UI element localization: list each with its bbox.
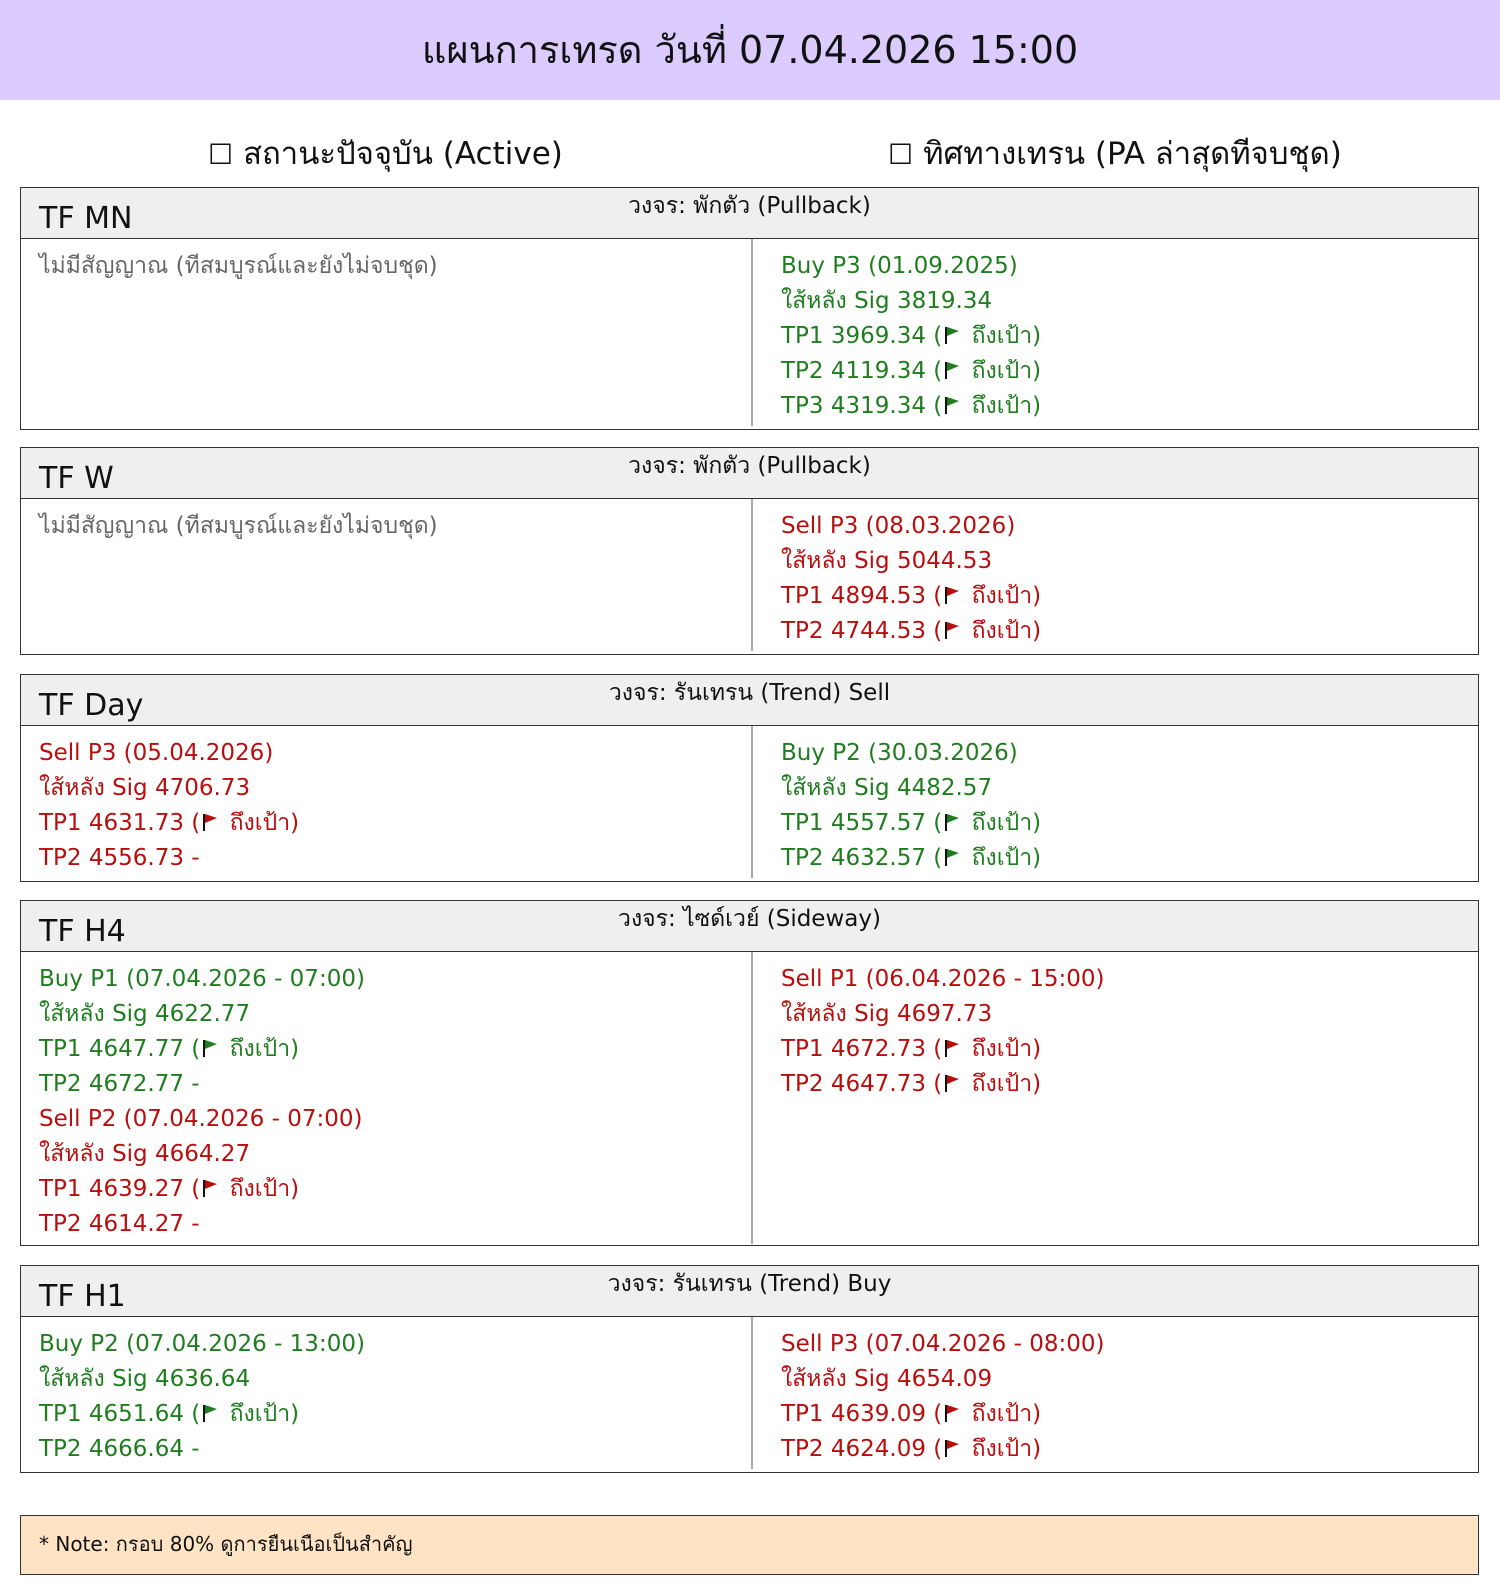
target-status-text: ถึงเป้า) (964, 1071, 1042, 1097)
signal-text: Sell P2 (07.04.2026 - 07:00) (39, 1106, 363, 1132)
signal-line (39, 249, 438, 284)
signal-text: TP2 4632.57 ( (781, 845, 943, 871)
signal-text: TP2 4647.73 ( (781, 1071, 943, 1097)
signal-text: TP2 4614.27 - (39, 1211, 200, 1237)
timeframe-header (21, 188, 1478, 239)
signal-text: TP1 4639.27 ( (39, 1176, 201, 1202)
signal-text: ใส้หลัง Sig 4706.73 (39, 775, 251, 801)
signal-text: TP1 4651.64 ( (39, 1401, 201, 1427)
signal-line (781, 1327, 1105, 1362)
signal-line (781, 544, 1041, 579)
timeframe-name: TF MN (39, 201, 133, 236)
active-status-column (39, 962, 365, 1242)
signal-line (781, 249, 1041, 284)
timeframe-section (20, 187, 1479, 430)
signal-line (781, 997, 1105, 1032)
signal-line (781, 509, 1041, 544)
target-status-text: ถึงเป้า) (222, 1036, 300, 1062)
signal-line (39, 1032, 365, 1067)
target-status-text: ถึงเป้า) (964, 618, 1042, 644)
flag-icon (944, 1439, 960, 1459)
signal-text: ใส้หลัง Sig 4697.73 (781, 1001, 993, 1027)
target-status-text: ถึงเป้า) (964, 1401, 1042, 1427)
flag-icon (944, 586, 960, 606)
active-status-column (39, 249, 438, 284)
signal-text: Buy P3 (01.09.2025) (781, 253, 1018, 279)
active-status-label: สถานะปัจจุบัน (Active) (243, 136, 563, 172)
signal-line (781, 1032, 1105, 1067)
timeframe-section (20, 447, 1479, 655)
timeframe-name: TF H1 (39, 1279, 126, 1314)
signal-text: TP2 4666.64 - (39, 1436, 200, 1462)
target-status-text: ถึงเป้า) (964, 845, 1042, 871)
signal-text: TP1 4647.77 ( (39, 1036, 201, 1062)
cycle-label: วงจร: พักตัว (Pullback) (628, 453, 871, 479)
target-status-text: ถึงเป้า) (964, 358, 1042, 384)
column-divider (751, 239, 753, 426)
signal-line (781, 1362, 1105, 1397)
signal-text: TP2 4624.09 ( (781, 1436, 943, 1462)
column-divider (751, 726, 753, 878)
signal-text: TP1 4557.57 ( (781, 810, 943, 836)
signal-line (781, 579, 1041, 614)
signal-line (39, 841, 299, 876)
signal-text: TP1 3969.34 ( (781, 323, 943, 349)
column-divider (751, 499, 753, 651)
timeframe-name: TF Day (39, 688, 144, 723)
signal-line (781, 771, 1041, 806)
active-status-column (39, 509, 438, 544)
signal-text: ใส้หลัง Sig 5044.53 (781, 548, 993, 574)
signal-text: Buy P2 (07.04.2026 - 13:00) (39, 1331, 365, 1357)
timeframe-header (21, 1266, 1478, 1317)
signal-text: ใส้หลัง Sig 4654.09 (781, 1366, 993, 1392)
signal-line (39, 736, 299, 771)
note-box (20, 1515, 1479, 1575)
column-divider (751, 952, 753, 1244)
trend-direction-column (781, 736, 1041, 876)
signal-text: TP2 4556.73 - (39, 845, 200, 871)
timeframe-name: TF W (39, 461, 114, 496)
active-status-header (208, 128, 563, 178)
signal-line (39, 509, 438, 544)
target-status-text: ถึงเป้า) (964, 323, 1042, 349)
cycle-label: วงจร: รันเทรน (Trend) Buy (607, 1271, 892, 1297)
signal-text: Sell P3 (07.04.2026 - 08:00) (781, 1331, 1105, 1357)
note-text: * Note: กรอบ 80% ดูการยืนเนือเป็นสำคัญ (39, 1532, 413, 1556)
signal-line (781, 389, 1041, 424)
signal-text: TP1 4672.73 ( (781, 1036, 943, 1062)
signal-line (781, 614, 1041, 649)
signal-text: ไม่มีสัญญาณ (ทีสมบูรณ์และยังไม่จบชุด) (39, 253, 438, 279)
signal-text: ใส้หลัง Sig 4664.27 (39, 1141, 251, 1167)
flag-icon (202, 1039, 218, 1059)
active-status-column (39, 736, 299, 876)
trend-direction-header (888, 128, 1342, 178)
signal-text: TP2 4672.77 - (39, 1071, 200, 1097)
signal-text: TP1 4894.53 ( (781, 583, 943, 609)
trend-direction-column (781, 962, 1105, 1102)
signal-line (39, 1207, 365, 1242)
target-status-text: ถึงเป้า) (964, 1036, 1042, 1062)
flag-icon (944, 396, 960, 416)
signal-text: ไม่มีสัญญาณ (ทีสมบูรณ์และยังไม่จบชุด) (39, 513, 438, 539)
page-title: แผนการเทรด วันที่ 07.04.2026 15:00 (421, 28, 1079, 72)
signal-text: TP2 4744.53 ( (781, 618, 943, 644)
target-status-text: ถึงเป้า) (964, 1436, 1042, 1462)
timeframe-section (20, 1265, 1479, 1473)
cycle-label: วงจร: ไซด์เวย์ (Sideway) (618, 906, 881, 932)
signal-line (781, 806, 1041, 841)
trend-direction-column (781, 509, 1041, 649)
signal-line (39, 1397, 365, 1432)
flag-icon (202, 1179, 218, 1199)
target-status-text: ถึงเป้า) (222, 810, 300, 836)
signal-line (39, 1362, 365, 1397)
column-headers (0, 128, 1500, 178)
target-status-text: ถึงเป้า) (964, 810, 1042, 836)
signal-text: ใส้หลัง Sig 4636.64 (39, 1366, 251, 1392)
trend-direction-label: ทิศทางเทรน (PA ล่าสุดทีจบชุด) (923, 136, 1342, 172)
signal-line (781, 354, 1041, 389)
timeframe-section (20, 900, 1479, 1246)
signal-line (781, 1067, 1105, 1102)
signal-text: Sell P3 (08.03.2026) (781, 513, 1016, 539)
column-divider (751, 1317, 753, 1469)
signal-text: ใส้หลัง Sig 4482.57 (781, 775, 993, 801)
signal-text: TP1 4631.73 ( (39, 810, 201, 836)
timeframe-header (21, 675, 1478, 726)
target-status-text: ถึงเป้า) (222, 1176, 300, 1202)
signal-text: Buy P1 (07.04.2026 - 07:00) (39, 966, 365, 992)
flag-icon (944, 848, 960, 868)
signal-text: ใส้หลัง Sig 3819.34 (781, 288, 993, 314)
signal-text: Buy P2 (30.03.2026) (781, 740, 1018, 766)
flag-icon (944, 326, 960, 346)
timeframe-header (21, 901, 1478, 952)
timeframe-header (21, 448, 1478, 499)
title-bar (0, 0, 1500, 100)
timeframe-name: TF H4 (39, 914, 126, 949)
active-status-column (39, 1327, 365, 1467)
checkbox-icon[interactable]: ☐ (888, 138, 914, 171)
signal-line (39, 997, 365, 1032)
signal-line (39, 1137, 365, 1172)
target-status-text: ถึงเป้า) (964, 393, 1042, 419)
target-status-text: ถึงเป้า) (222, 1401, 300, 1427)
signal-line (781, 284, 1041, 319)
flag-icon (944, 361, 960, 381)
signal-line (781, 1432, 1105, 1467)
signal-text: TP3 4319.34 ( (781, 393, 943, 419)
signal-line (781, 319, 1041, 354)
flag-icon (202, 1404, 218, 1424)
trend-direction-column (781, 249, 1041, 424)
signal-line (39, 1432, 365, 1467)
flag-icon (944, 813, 960, 833)
signal-line (39, 1327, 365, 1362)
signal-line (39, 806, 299, 841)
signal-line (781, 841, 1041, 876)
timeframe-section (20, 674, 1479, 882)
signal-text: TP1 4639.09 ( (781, 1401, 943, 1427)
cycle-label: วงจร: พักตัว (Pullback) (628, 193, 871, 219)
signal-line (39, 1102, 365, 1137)
signal-text: ใส้หลัง Sig 4622.77 (39, 1001, 251, 1027)
signal-line (39, 1067, 365, 1102)
signal-line (781, 962, 1105, 997)
signal-line (39, 771, 299, 806)
cycle-label: วงจร: รันเทรน (Trend) Sell (608, 680, 891, 706)
checkbox-icon[interactable]: ☐ (208, 138, 234, 171)
signal-text: Sell P3 (05.04.2026) (39, 740, 274, 766)
flag-icon (944, 1039, 960, 1059)
signal-line (39, 1172, 365, 1207)
flag-icon (202, 813, 218, 833)
signal-line (39, 962, 365, 997)
flag-icon (944, 1074, 960, 1094)
flag-icon (944, 621, 960, 641)
signal-text: Sell P1 (06.04.2026 - 15:00) (781, 966, 1105, 992)
signal-line (781, 736, 1041, 771)
signal-line (781, 1397, 1105, 1432)
target-status-text: ถึงเป้า) (964, 583, 1042, 609)
flag-icon (944, 1404, 960, 1424)
trend-direction-column (781, 1327, 1105, 1467)
signal-text: TP2 4119.34 ( (781, 358, 943, 384)
